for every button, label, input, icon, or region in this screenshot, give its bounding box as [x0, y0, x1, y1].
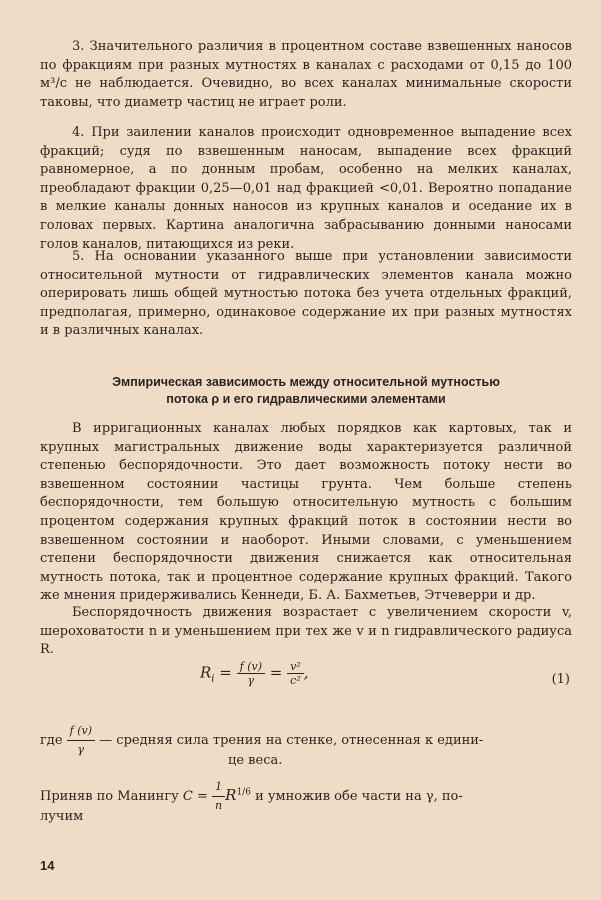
where-text: — средняя сила трения на стенке, отнесенная к едини- — [99, 733, 484, 748]
page-number: 14 — [40, 858, 55, 873]
formula-fraction-1-den: γ — [247, 674, 255, 687]
formula-equals-1: = — [219, 663, 232, 682]
formula-comma: , — [303, 663, 309, 682]
section-heading-line2: потока ρ и его гидравлическими элементами — [166, 392, 446, 406]
where-prefix: где — [40, 733, 63, 748]
section-heading — [40, 374, 572, 408]
formula-number: (1) — [551, 672, 570, 687]
formula-1 — [200, 660, 570, 704]
formula-fraction-2-den: c² — [290, 674, 301, 687]
where-continuation: це веса. — [228, 753, 283, 768]
manning-text-2: и умножив обе части на γ, по- — [255, 789, 463, 804]
formula-fraction-1 — [237, 660, 265, 687]
where-fraction-num: f (v) — [67, 722, 95, 741]
manning-fraction-den: n — [215, 799, 223, 812]
formula-fraction-2 — [287, 660, 304, 687]
manning-fraction-num: 1 — [212, 778, 225, 797]
body-paragraph-2: Беспорядочность движения возрастает с увеличением скорости v, шероховатости n и уменьшением при тех же v и n гидравлического радиуса R. — [40, 605, 572, 658]
formula-fraction-1-num: f (v) — [237, 660, 265, 674]
formula-lhs: R — [200, 663, 212, 682]
manning-R: R — [225, 786, 237, 804]
paragraph-5: 5. На основании указанного выше при установлении зависимости относительной мутности от гидравлических элементов канала можно оперировать лишь общей мутностью потока без учета отдельных фракций, предполагая, примерно, одинаковое содержание их при разных мутностях и в различных каналах. — [40, 249, 572, 339]
paragraph-4: 4. При заилении каналов происходит одновременное выпадение всех фракций; судя по взвешенным наносам, выпадение всех фракций равномерное, а по донным пробам, особенно на мелких каналах, преобладают фракции 0,25—0,01 над фракцией <0,01. Вероятно попадание в мелкие каналы донных наносов из крупных каналов и оседание их в головах первых. Картина аналогична забрасыванию донными наносами голов каналов, питающихся из реки. — [40, 125, 572, 252]
manning-text-1: Приняв по Манингу — [40, 789, 179, 804]
manning-continuation: лучим — [40, 809, 84, 824]
formula-fraction-2-num: v² — [287, 660, 304, 674]
paragraph-3: 3. Значительного различия в процентном составе взвешенных наносов по фракциям при разных мутностях в каналах с расходами от 0,15 до 100 м³/с не наблюдается. Очевидно, во всех каналах минимальные скорости таковы, что диаметр частиц не играет роли. — [40, 39, 572, 110]
body-paragraph-1: В ирригационных каналах любых порядков как картовых, так и крупных магистральных движение воды характеризуется различной степенью беспорядочности. Это дает возможность потоку нести во взвешенном состоянии частицы грунта. Чем больше степень беспорядочности, тем большую относительную мутность с большим процентом содержания крупных фракций поток в состоянии нести во взвешенном состоянии и наоборот. Иными словами, с уменьшением степени беспорядочности движения снижается как относительная мутность потока, так и процентное содержание крупных фракций. Такого же мнения придерживались Кеннеди, Б. А. Бахметьев, Этчеверри и др. — [40, 421, 572, 604]
formula-equals-2: = — [269, 663, 283, 682]
where-fraction — [67, 722, 95, 759]
section-heading-line1: Эмпирическая зависимость между относительной мутностью — [112, 375, 500, 389]
where-fraction-den: γ — [77, 743, 85, 756]
manning-exponent: 1/6 — [236, 787, 251, 798]
formula-lhs-sub: i — [211, 673, 215, 685]
manning-lhs: C = — [182, 789, 208, 804]
